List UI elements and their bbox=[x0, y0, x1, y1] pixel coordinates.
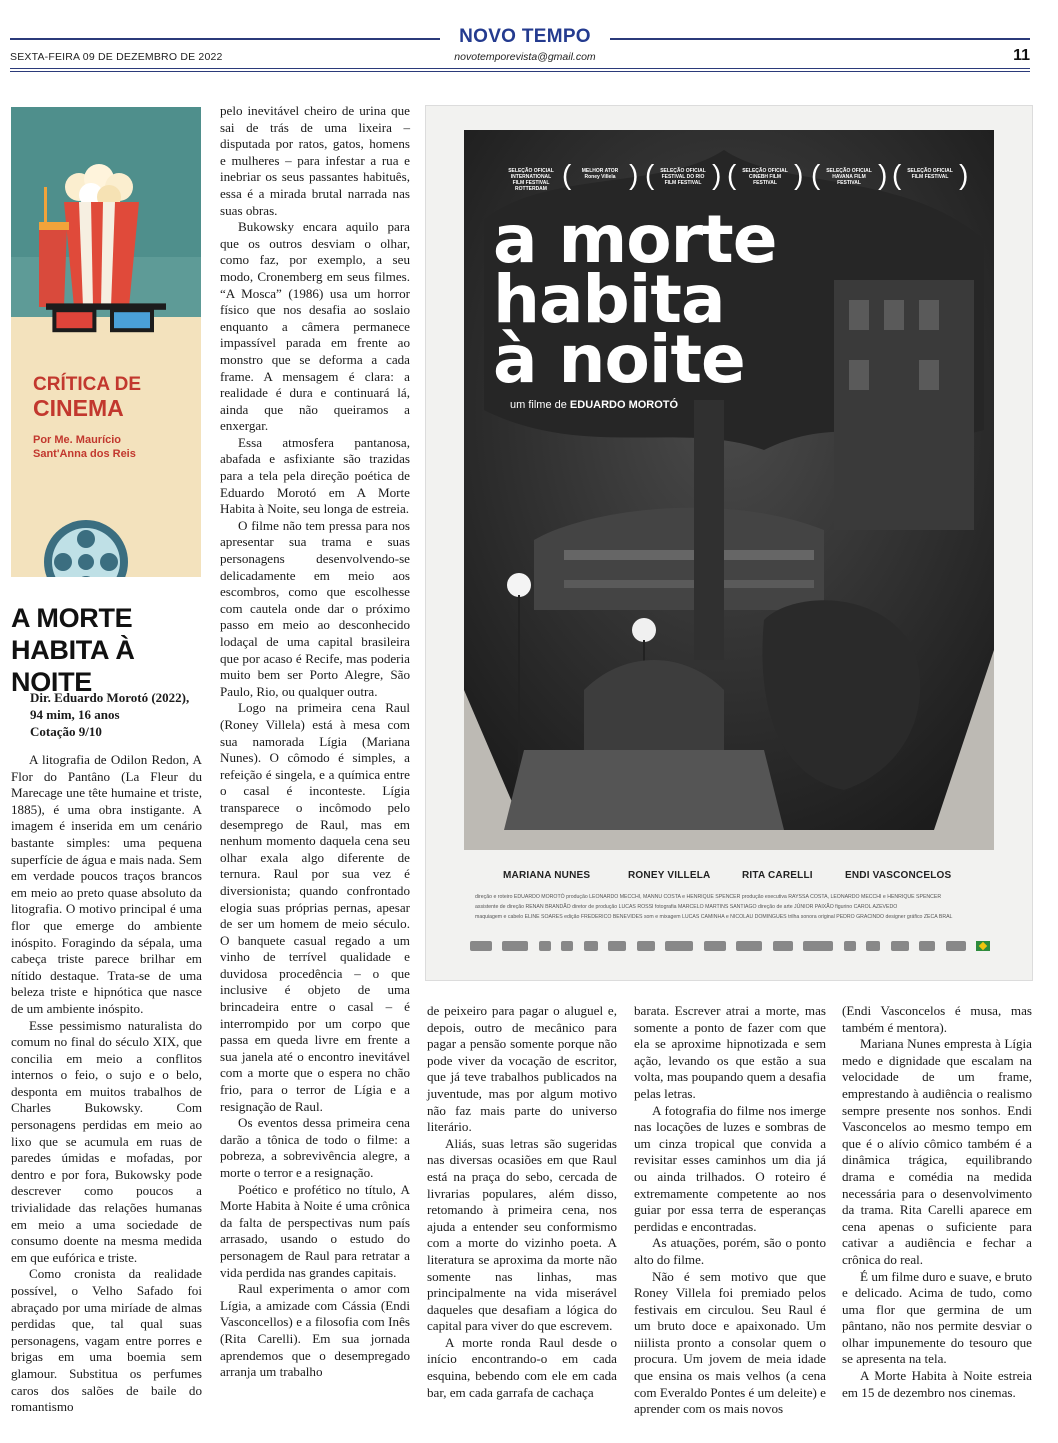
sponsor-logo bbox=[584, 941, 598, 951]
banner-byline-line2: Sant'Anna dos Reis bbox=[33, 448, 136, 461]
sponsor-logo bbox=[608, 941, 626, 951]
paragraph: Bukowsky encara aquilo para que os outros desviam o olhar, como faz, por exemplo, a seu modo, Cronemberg em seus filmes. “A Mosca” (1986) usa um horror físico que nos desafia ao soslaio enquanto a câmera permanece impassível parada em frente ao monstro que se deforma a cada frame. A mensagem é clara: a realidade é dura e continuará lá, ainda que não queiramos a enxergar. bbox=[220, 219, 410, 434]
festival-laurel bbox=[811, 159, 887, 204]
laurel-left-icon: ( bbox=[645, 159, 655, 190]
paragraph: A fotografia do filme nos imerge nas locações de luzes e sombras de um cinza tropical que convida a revisitar esses caminhos um dia já ou ainda trilhados. O roteiro é extremamente competente ao nos guiar por essa terra de esperanças perdidas e encontradas. bbox=[634, 1102, 826, 1234]
poster-title-line2: habita bbox=[493, 261, 725, 338]
article-title bbox=[11, 603, 211, 699]
sponsor-logo bbox=[470, 941, 492, 951]
paragraph: pelo inevitável cheiro de urina que sai de trás de uma lixeira – disputada por ratos, gatos, homens e mulheres – para infestar a rua e inebriar os seus passantes habituês, essa é a mirada brutal narrada nas suas obras. bbox=[220, 103, 410, 218]
cast-name: ENDI VASCONCELOS bbox=[845, 870, 952, 881]
laurel-left-icon: ( bbox=[892, 159, 902, 190]
sponsor-logo bbox=[502, 941, 528, 951]
paragraph: Mariana Nunes empresta à Lígia medo e dignidade que escalam na velocidade de um frame, emprestando à audiência o realismo sempre presente nos sonhos. Endi Vasconcelos ao mesmo tempo em que é o alívio cômico também é a dinâmica trágica, equilibrando drama e comédia na medida necessária para o desenvolvimento da trama. Rita Carelli aparece em cena apenas o suficiente para cativar a audiência e fechar a crônica do real. bbox=[842, 1036, 1032, 1267]
paragraph: Raul experimenta o amor com Lígia, a amizade com Cássia (Endi Vasconcellos) e a filosofia com Inês (Rita Carelli). Em sua jornada aprendemos que o desempregado arranja um trabalho bbox=[220, 1281, 410, 1380]
article-column-1 bbox=[11, 752, 202, 1416]
paragraph: A morte ronda Raul desde o início encontrando-o em cada esquina, bebendo com ele em cada bar, em cada garrafa de cachaça bbox=[427, 1334, 617, 1400]
header-rule-right bbox=[610, 38, 1030, 40]
page-number: 11 bbox=[1013, 47, 1030, 64]
laurel-right-icon: ( bbox=[958, 159, 968, 190]
poster-subtitle bbox=[510, 399, 678, 411]
laurel-right-icon: ( bbox=[877, 159, 887, 190]
sponsor-logo bbox=[844, 941, 856, 951]
article-column-2 bbox=[220, 103, 410, 1381]
festival-laurel bbox=[562, 159, 638, 204]
festival-laurel bbox=[892, 159, 968, 204]
banner-byline-line1: Por Me. Maurício bbox=[33, 434, 122, 446]
banner-title-line1: CRÍTICA DE bbox=[33, 374, 142, 395]
festival-laurel-text: SELEÇÃO OFICIAL HAVANA FILM FESTIVAL bbox=[826, 168, 872, 186]
festival-laurel-text: MELHOR ATOR Roney Villela bbox=[581, 168, 619, 180]
poster-title-line1: a morte bbox=[493, 201, 777, 278]
paragraph: Poético e profético no título, A Morte Habita à Noite é uma crônica da falta de perspectivas num país arrasado, usando o estudo do personagem de Raul para retratar a vida perdida nas grandes capitais. bbox=[220, 1181, 410, 1280]
paragraph: barata. Escrever atrai a morte, mas somente a ponto de fazer com que ela se aproxime hipnotizada e sem ação, levando os que estão a sua volta, mas poupando quem a desafia pelas letras. bbox=[634, 1003, 826, 1101]
paragraph: Esse pessimismo naturalista do comum no final do século XIX, que concilia em meio a conflitos internos o feio, o sujo e o belo, desponta em muitos trabalhos de Charles Bukowsky. Com personagens perdidas em meio ao lixo que se acumula em ruas de paredes úmidas e mofadas, por dentro e por fora, Bukowsky pode descrever como poucos a trivialidade das relações humanas em meio a uma sociedade de consumo doente na mesma medida em que eufórica e triste. bbox=[11, 1017, 202, 1265]
paragraph: Como cronista da realidade possível, o Velho Safado foi abraçado por uma miríade de almas perdidas que, tal qual suas personagens, vagam entre porres e brigas em uma boemia sem glamour. Substitua os perfumes caros dos salões de baile do romantismo bbox=[11, 1266, 202, 1415]
issue-date: SEXTA-FEIRA 09 DE DEZEMBRO DE 2022 bbox=[10, 51, 223, 63]
newspaper-title: NOVO TEMPO bbox=[459, 26, 591, 47]
sponsor-logo bbox=[803, 941, 833, 951]
sponsor-logo bbox=[704, 941, 726, 951]
festival-laurel bbox=[496, 160, 566, 204]
sponsor-logo bbox=[946, 941, 966, 951]
paragraph: Essa atmosfera pantanosa, abafada e asfixiante são trazidas para a tela pela direção poética de Eduardo Morotó em A Morte Habita à Noite, seu longa de estreia. bbox=[220, 434, 410, 517]
cast-name: RITA CARELLI bbox=[742, 870, 813, 881]
paragraph: Logo na primeira cena Raul (Roney Villela) está à mesa com sua namorada Lígia (Mariana Nunes). O cômodo é simples, a refeição é singela, e a química entre o casal é inconteste. Lígia transparece o incômodo pelo desemprego de Raul, mas em nenhum momento daquela cena seu olhar exala algo diferente de ternura. Raul por sua vez é diversionista; quando confrontado elogia suas próprias pernas, apesar de ser um homem de meio século. O banquete casual regado a um vinho de terrível qualidade e duvidosa procedência – o que inclusive é objeto de uma brincadeira entre o casal – é interrompido por um corpo que passa em queda livre em frente a sua janela até o encontro inevitável com a morte que o espera no chão frio, para o terror de Lígia e a resignação de Raul. bbox=[220, 700, 410, 1114]
poster-credits-line: direção e roteiro EDUARDO MOROTÓ produção LEONARDO MECCHI, MANNU COSTA e HENRIQUE SPENCER produção executiva RAYSSA COSTA, LEONARDO MECCHI e HENRIQUE SPENCER bbox=[475, 894, 942, 900]
poster-director: EDUARDO MOROTÓ bbox=[569, 399, 679, 411]
laurel-left-icon: ( bbox=[562, 159, 572, 190]
laurel-right-icon: ( bbox=[793, 159, 803, 190]
festival-laurel bbox=[645, 159, 721, 204]
paragraph: O filme não tem pressa para nos apresentar sua trama e suas personagens desenvolvendo-se delicadamente em meio aos escombros, como que escolhesse com cautela onde dar o próximo passo em meio ao desconhecido lodaçal de uma capital brasileira que por acaso é Recife, mas poderia muito bem ser Porto Alegre, São Paulo, Rio, ou qualquer outra. bbox=[220, 517, 410, 699]
article-column-3 bbox=[427, 1003, 617, 1401]
laurel-left-icon: ( bbox=[727, 159, 737, 190]
poster-credits-line: assistente de direção RENAN BRANDÃO diretor de produção LUCAS ROSSI fotografia MARCELO MARTINS SANTIAGO direção de arte JÚNIOR PAIXÃO figurino CAROL AZEVEDO bbox=[475, 904, 898, 910]
header-rule-bottom-2 bbox=[10, 71, 1030, 72]
poster-title bbox=[493, 201, 777, 398]
film-reel-icon bbox=[41, 517, 131, 577]
paragraph: As atuações, porém, são o ponto alto do filme. bbox=[634, 1235, 826, 1267]
laurel-right-icon: ( bbox=[628, 159, 638, 190]
poster-subtitle-prefix: um filme de bbox=[510, 399, 567, 411]
article-title-line2: HABITA À NOITE bbox=[11, 634, 135, 697]
article-meta-runtime: 94 mim, 16 anos bbox=[30, 706, 120, 722]
laurel-right-icon: ( bbox=[711, 159, 721, 190]
paragraph: A Morte Habita à Noite estreia em 15 de dezembro nos cinemas. bbox=[842, 1368, 1032, 1400]
paragraph: (Endi Vasconcelos é musa, mas também é mentora). bbox=[842, 1003, 1032, 1035]
article-meta-director: Dir. Eduardo Morotó (2022), bbox=[30, 690, 190, 705]
critic-banner bbox=[11, 107, 201, 577]
3d-glasses-icon bbox=[41, 297, 171, 337]
festival-laurel-text: SELEÇÃO OFICIAL CINEBH FILM FESTIVAL bbox=[742, 168, 788, 186]
banner-title bbox=[33, 375, 141, 421]
article-column-4 bbox=[634, 1003, 826, 1418]
festival-laurel-text: SELEÇÃO OFICIAL FESTIVAL DO RIO FILM FESTIVAL bbox=[660, 168, 706, 186]
paragraph: Aliás, suas letras são sugeridas nas diversas ocasiões em que Raul está na praça do sebo, cercada de livrarias populares, além disso, retomando à primeira cena, nos ajuda a entender seu conformismo com a morte do vizinho poeta. A literatura se aproxima da morte não somente nas linhas, mas principalmente na vida miserável daqueles que desafiam a lógica do capital para viver do que escrevem. bbox=[427, 1135, 617, 1334]
header-rule-bottom bbox=[10, 68, 1030, 69]
poster-credits-line: maquiagem e cabelo ELINE SOARES edição FREDERICO BENEVIDES som e mixagem LUCAS CAMINHA e NICOLAU DOMINGUES trilha sonora original PEDRO GRACINDO designer gráfico ZECA BRAL bbox=[475, 914, 953, 920]
header-rule-left bbox=[10, 38, 440, 40]
brazil-flag-icon bbox=[976, 941, 990, 951]
sponsor-logo bbox=[561, 941, 573, 951]
contact-email[interactable]: novotemporevista@gmail.com bbox=[454, 51, 596, 63]
sponsor-logo bbox=[919, 941, 935, 951]
sponsor-logo bbox=[891, 941, 909, 951]
sponsor-logo bbox=[665, 941, 693, 951]
cast-name: RONEY VILLELA bbox=[628, 870, 711, 881]
festival-laurel bbox=[727, 159, 803, 204]
sponsor-logo bbox=[539, 941, 551, 951]
poster-title-line3: à noite bbox=[493, 321, 745, 398]
sponsor-logos bbox=[470, 938, 990, 954]
paragraph: A litografia de Odilon Redon, A Flor do Pantâno (La Fleur du Marecage une tête humaine et triste, 1885), é uma obra instigante. A imagem é inserida em um cenário bastante simples: uma pequena superfície de água e mais nada. Sem em verdade poucos traços brancos em meio ao preto quase absoluto da litografia. O motivo principal é uma flor que emerge do ambiente inóspito. Foragindo da sépala, uma cabeça triste parece brilhar em nítido destaque. Trata-se de uma beleza triste e hipnótica que nasce de um ambiente inóspito. bbox=[11, 752, 202, 1016]
paragraph: Os eventos dessa primeira cena darão a tônica de todo o filme: a pobreza, a sobrevivência alegre, a morte o terror e a resignação. bbox=[220, 1115, 410, 1180]
sponsor-logo bbox=[736, 941, 762, 951]
festival-laurel-text: SELEÇÃO OFICIAL INTERNATIONAL FILM FESTIVAL ROTTERDAM bbox=[508, 168, 554, 192]
article-column-5 bbox=[842, 1003, 1032, 1401]
article-meta bbox=[30, 690, 210, 741]
sponsor-logo bbox=[866, 941, 880, 951]
laurel-left-icon: ( bbox=[811, 159, 821, 190]
cast-name: MARIANA NUNES bbox=[503, 870, 591, 881]
popcorn-icon bbox=[39, 157, 159, 307]
paragraph: de peixeiro para pagar o aluguel e, depois, outro de mecânico para pagar a pensão somente porque não pode viver da vocação de escritor, que já teve trabalhos publicados na juventude, mas por algum motivo não faz mais parte do universo literário. bbox=[427, 1003, 617, 1135]
festival-laurel-text: SELEÇÃO OFICIAL FILM FESTIVAL bbox=[907, 168, 953, 180]
sponsor-logo bbox=[773, 941, 793, 951]
article-title-line1: A MORTE bbox=[11, 603, 133, 633]
paragraph: Não é sem motivo que que Roney Villela foi premiado pelos festivais em circulou. Seu Raul é um bruto doce e apaixonado. Um niilista pronto a consolar quem o procura. Um jovem de meia idade que ensina os mais velhos (a cena com Everaldo Pontes é um deleite) e aprender com os mais novos bbox=[634, 1268, 826, 1417]
banner-title-line2: CINEMA bbox=[33, 394, 124, 421]
article-meta-rating: Cotação 9/10 bbox=[30, 723, 102, 739]
sponsor-logo bbox=[637, 941, 655, 951]
banner-byline bbox=[33, 433, 136, 462]
paragraph: É um filme duro e suave, e bruto e delicado. Acima de tudo, como uma flor que germina de um pântano, não nos permite desviar o olhar impunemente do tesouro que se apresenta na tela. bbox=[842, 1268, 1032, 1367]
